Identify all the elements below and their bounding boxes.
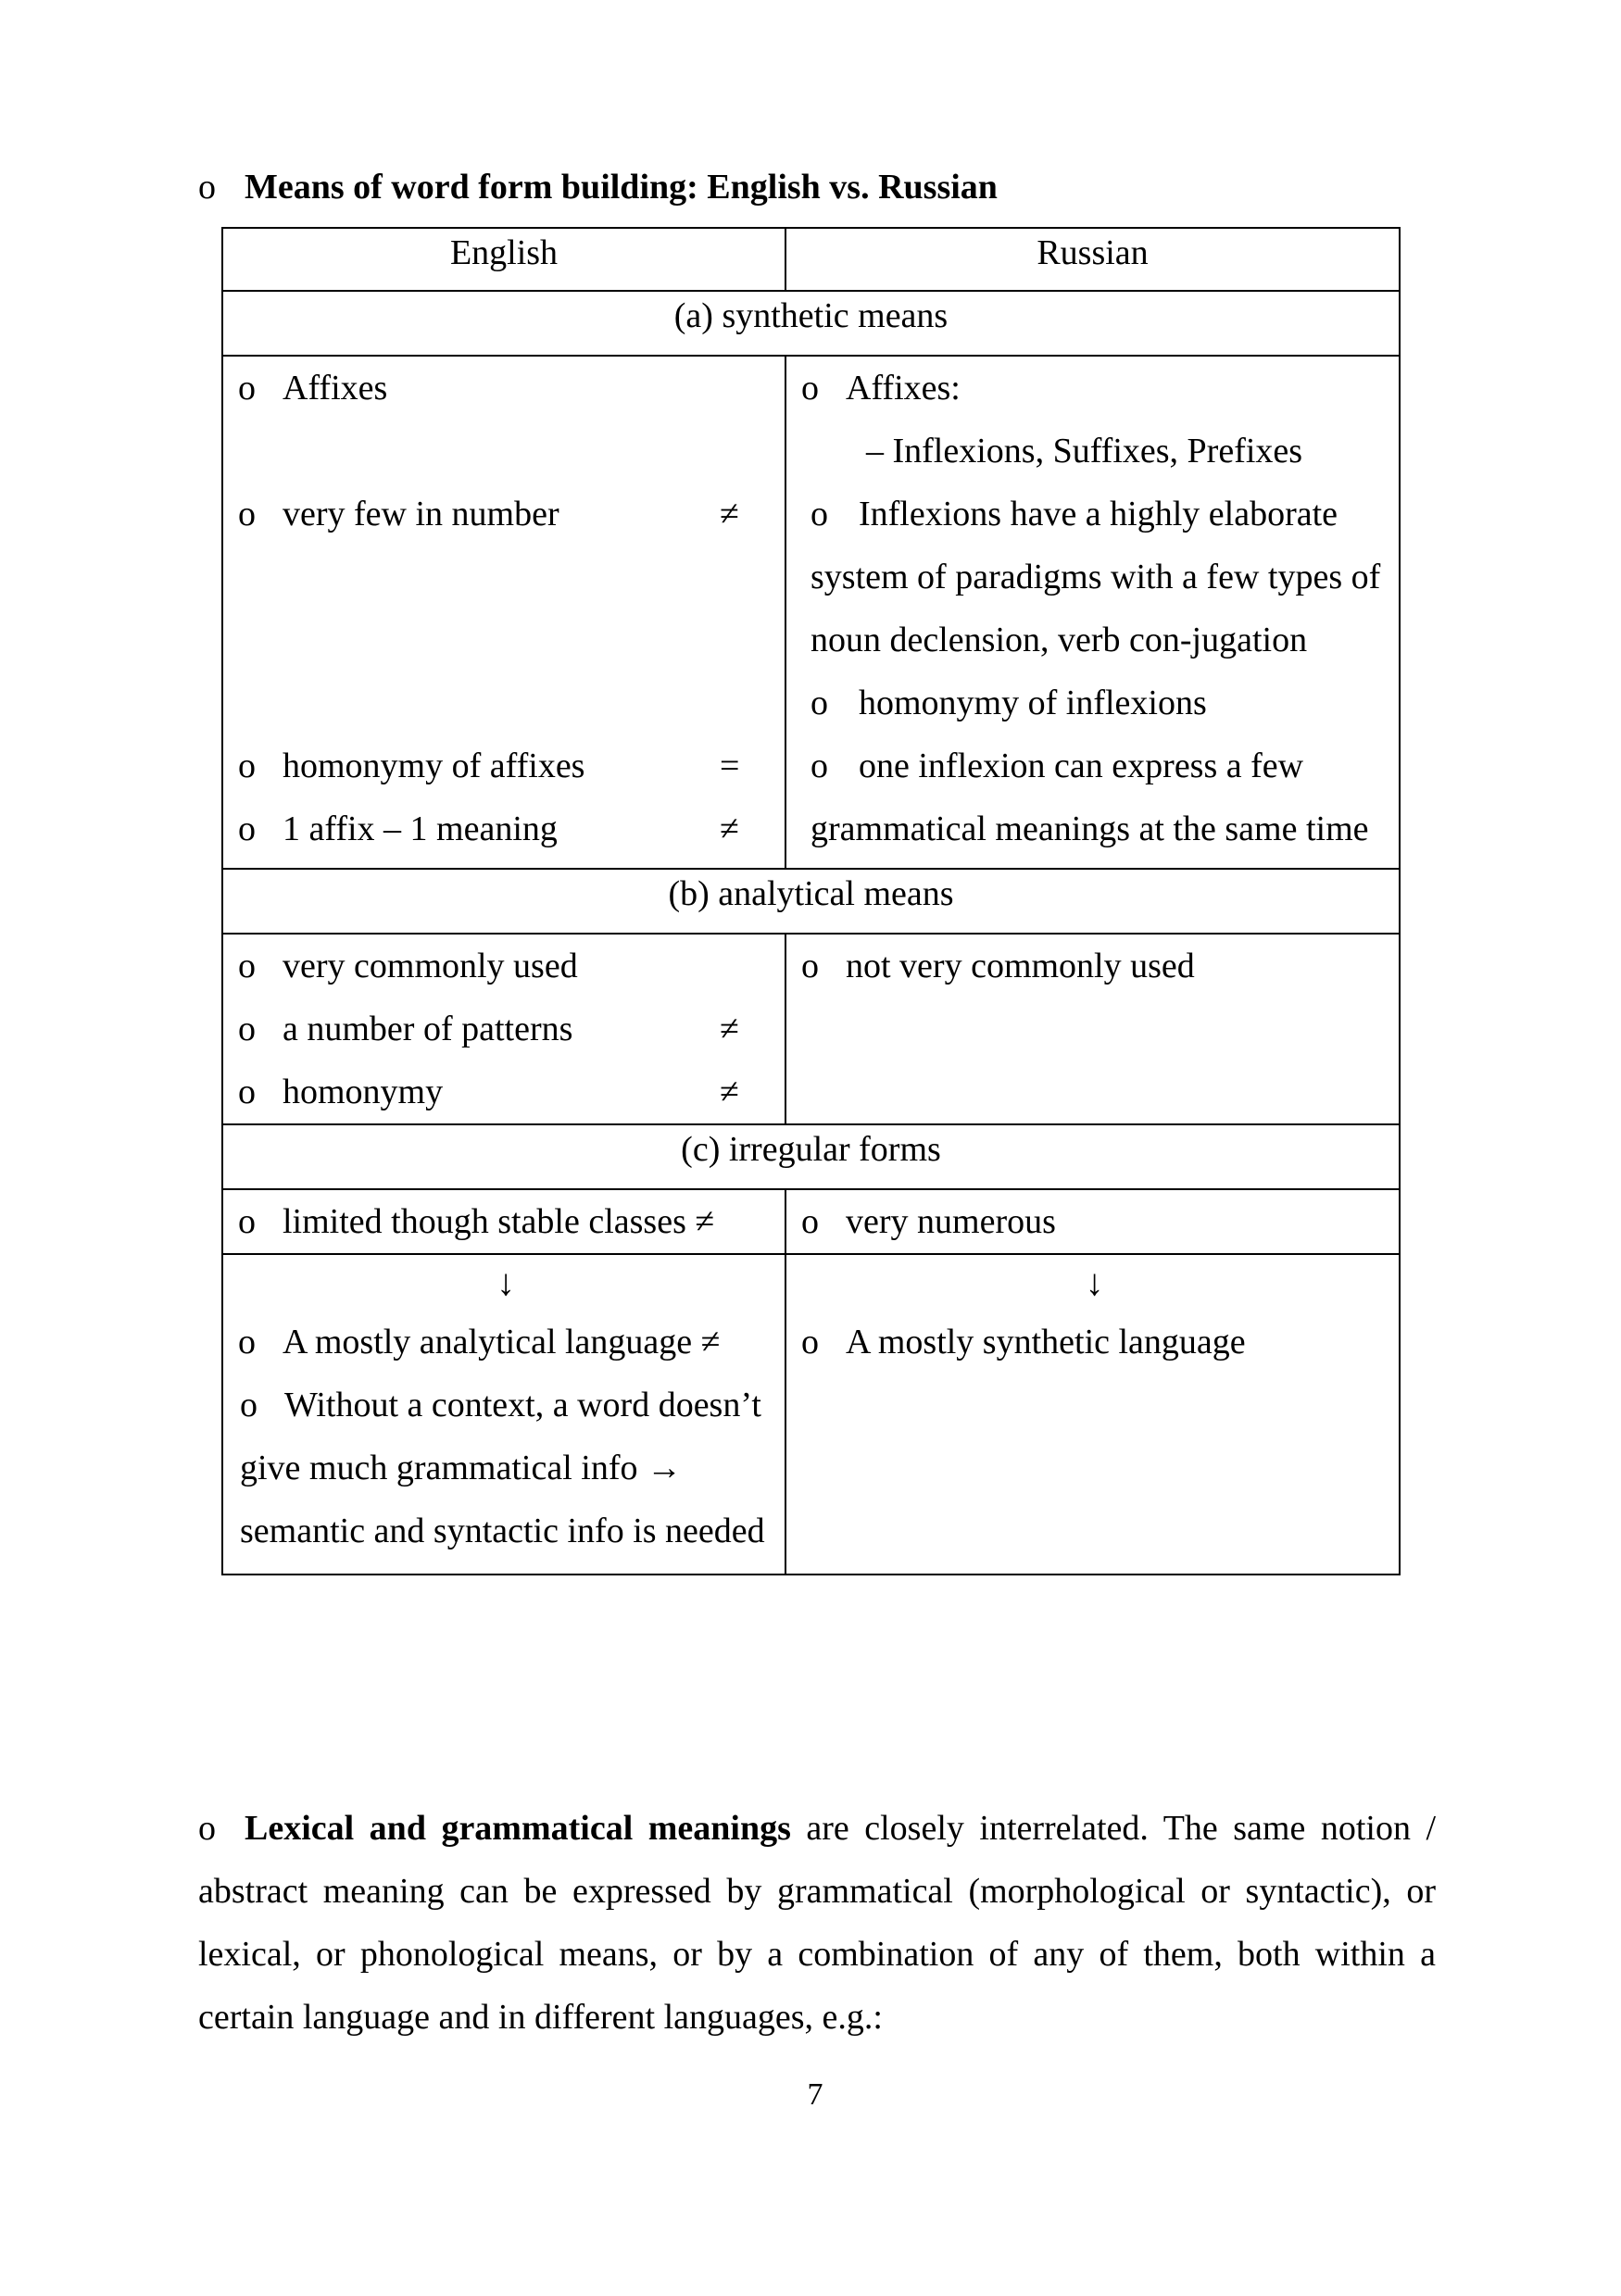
item-text: 1 affix – 1 meaning <box>283 809 558 848</box>
item-text: Affixes <box>283 369 388 408</box>
not-equal-sign: ≠ <box>720 495 739 533</box>
not-equal-sign: ≠ <box>720 1073 739 1111</box>
spacer <box>238 546 773 609</box>
bullet-icon: o <box>238 747 256 785</box>
paragraph-text: are closely interrelated. The same notion / abstract meaning can be expressed by grammatical (morphological or syntactic), or lexical, or phonological means, or by a combination of any of them, both within a certain language and in different languages, e.g.: <box>198 1809 1437 2037</box>
list-item <box>238 797 773 860</box>
synthetic-content-row <box>222 356 1400 869</box>
list-item <box>801 671 1388 734</box>
item-text: A mostly synthetic language <box>846 1323 1246 1361</box>
section-heading <box>198 163 998 211</box>
list-subitem: – Inflexions, Suffixes, Prefixes <box>866 432 1303 470</box>
spacer <box>238 420 773 483</box>
bullet-icon: o <box>238 947 256 985</box>
section-label-analytical: (b) analytical means <box>222 869 1400 934</box>
section-label-irregular: (c) irregular forms <box>222 1124 1400 1189</box>
bullet-icon: o <box>238 809 256 848</box>
header-russian: Russian <box>785 228 1400 291</box>
irregular-russian-cell <box>785 1189 1400 1254</box>
bullet-icon: o <box>801 1323 819 1361</box>
list-item <box>801 1311 1388 1374</box>
item-text: Inflexions have a highly elaborate system of paradigms with a few types of noun declension, verb con-jugation <box>810 495 1381 659</box>
bullet-icon: o <box>238 495 256 533</box>
analytical-russian-cell <box>785 934 1400 1124</box>
comparison-table <box>221 227 1401 1575</box>
item-text: one inflexion can express a few grammatical meanings at the same time <box>810 747 1369 848</box>
bullet-icon: o <box>238 1010 256 1048</box>
synthetic-english-cell <box>222 356 785 869</box>
list-item <box>238 997 773 1060</box>
list-item <box>801 1190 1388 1253</box>
bullet-icon: o <box>238 1202 256 1241</box>
bullet-icon: o <box>810 495 828 533</box>
irregular-content-row <box>222 1189 1400 1254</box>
bullet-icon: o <box>810 684 828 722</box>
body-paragraph <box>198 1797 1436 2049</box>
list-item <box>238 483 773 546</box>
bullet-icon: o <box>810 747 828 785</box>
list-item <box>238 357 773 420</box>
page-number: 7 <box>807 2077 823 2112</box>
list-item <box>238 935 773 997</box>
list-item <box>238 1311 773 1374</box>
paragraph-bold-lead: Lexical and grammatical meanings <box>245 1809 791 1848</box>
list-item <box>238 734 773 797</box>
list-item <box>238 1374 773 1562</box>
bullet-icon: o <box>801 1202 819 1241</box>
item-text: very few in number <box>283 495 559 533</box>
bullet-icon: o <box>238 369 256 408</box>
conclusion-english-cell <box>222 1254 785 1575</box>
item-text: a number of patterns <box>283 1010 573 1048</box>
spacer <box>238 609 773 671</box>
bullet-icon: o <box>238 1323 256 1361</box>
irregular-english-cell <box>222 1189 785 1254</box>
list-item <box>238 1190 773 1253</box>
section-label-synthetic: (a) synthetic means <box>222 291 1400 356</box>
item-text: A mostly analytical language ≠ <box>283 1323 721 1361</box>
equal-sign: = <box>720 747 740 785</box>
item-text: homonymy <box>283 1073 444 1111</box>
down-arrow-icon: ↓ <box>1085 1261 1104 1303</box>
item-text: very numerous <box>846 1202 1056 1241</box>
bullet-icon: o <box>240 1386 258 1424</box>
down-arrow-icon: ↓ <box>496 1261 515 1303</box>
bullet-icon: o <box>801 947 819 985</box>
spacer <box>238 671 773 734</box>
list-item <box>238 1060 773 1123</box>
bullet-icon: o <box>198 168 216 207</box>
list-item <box>801 935 1388 997</box>
table-header-row <box>222 228 1400 291</box>
conclusion-russian-cell <box>785 1254 1400 1575</box>
item-text: Without a context, a word doesn’t give much grammatical info → semantic and syntactic info is needed <box>240 1386 765 1550</box>
analytical-english-cell <box>222 934 785 1124</box>
synthetic-russian-cell <box>785 356 1400 869</box>
item-text: Affixes: <box>846 369 961 408</box>
not-equal-sign: ≠ <box>720 809 739 848</box>
heading-text: Means of word form building: English vs. Russian <box>245 168 998 207</box>
bullet-icon: o <box>801 369 819 408</box>
list-item <box>801 483 1388 671</box>
section-row-analytical <box>222 869 1400 934</box>
item-text: homonymy of affixes <box>283 747 585 785</box>
analytical-content-row <box>222 934 1400 1124</box>
section-row-synthetic <box>222 291 1400 356</box>
not-equal-sign: ≠ <box>720 1010 739 1048</box>
item-text: very commonly used <box>283 947 578 985</box>
bullet-icon: o <box>198 1809 216 1848</box>
section-row-irregular <box>222 1124 1400 1189</box>
list-item <box>801 357 1388 420</box>
item-text: homonymy of inflexions <box>859 684 1207 722</box>
list-item <box>801 734 1388 860</box>
bullet-icon: o <box>238 1073 256 1111</box>
item-text: limited though stable classes ≠ <box>283 1202 715 1241</box>
item-text: not very commonly used <box>846 947 1195 985</box>
conclusion-row <box>222 1254 1400 1575</box>
header-english: English <box>222 228 785 291</box>
